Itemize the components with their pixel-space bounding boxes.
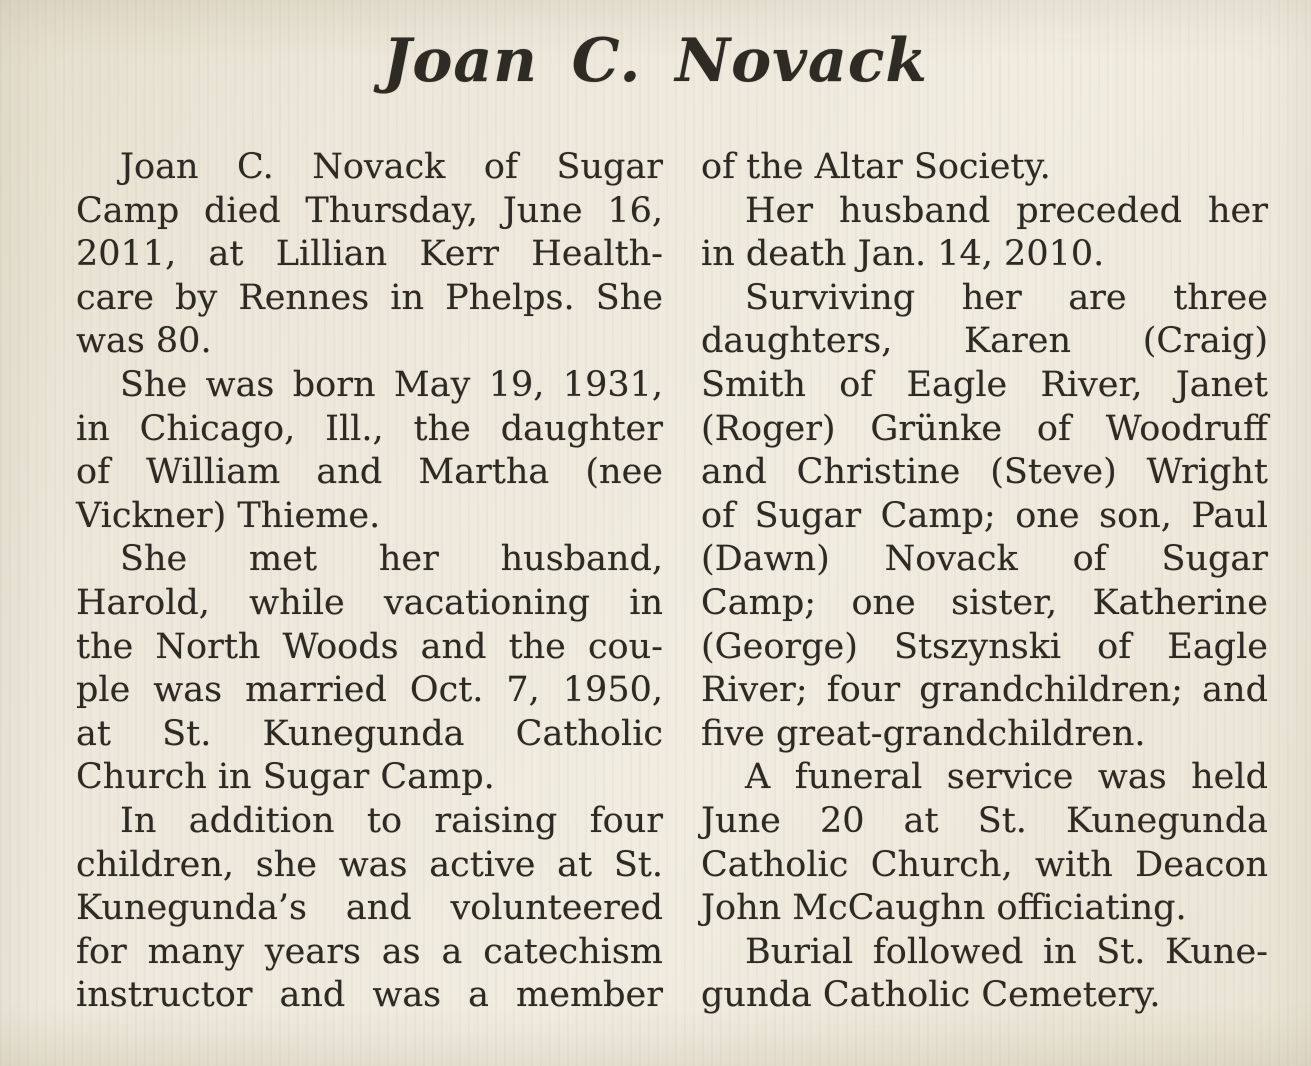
paragraph — [701, 277, 1268, 757]
text-line: Vickner) Thieme. — [76, 495, 381, 536]
text-line: Smith of Eagle River, Janet — [701, 364, 1268, 405]
text-line: Harold, while vacationing in — [76, 582, 663, 623]
text-line: the North Woods and the cou- — [76, 626, 663, 667]
text-line: A funeral service was held — [745, 757, 1268, 798]
paragraph — [701, 146, 1268, 190]
column-left — [76, 146, 663, 1018]
text-line: of William and Martha (nee — [76, 452, 663, 493]
text-line: in Chicago, Ill., the daughter — [76, 408, 663, 449]
text-line: River; four grandchildren; and — [701, 670, 1268, 711]
text-line: Camp; one sister, Katherine — [701, 582, 1268, 623]
text-line: June 20 at St. Kunegunda — [701, 800, 1268, 841]
obituary-title: Joan C. Novack — [383, 26, 928, 96]
paragraph — [701, 190, 1268, 277]
text-line: Her husband preceded her — [745, 190, 1268, 231]
text-line: Surviving her are three — [745, 277, 1268, 318]
text-line: Joan C. Novack of Sugar — [120, 147, 663, 187]
paragraph — [76, 146, 663, 364]
text-line: (Dawn) Novack of Sugar — [701, 539, 1268, 580]
text-line: John McCaughn officiating. — [701, 888, 1187, 929]
text-line: (Roger) Grünke of Woodruff — [701, 408, 1268, 449]
text-line: gunda Catholic Cemetery. — [701, 975, 1161, 1016]
text-line: (George) Stszynski of Eagle — [701, 626, 1268, 667]
paragraph — [701, 931, 1268, 1018]
text-line: In addition to raising four — [120, 800, 663, 841]
text-line: daughters, Karen (Craig) — [701, 321, 1268, 362]
text-line: She was born May 19, 1931, — [120, 364, 663, 405]
text-line: at St. Kunegunda Catholic — [76, 713, 663, 754]
text-line: of Sugar Camp; one son, Paul — [701, 495, 1268, 536]
text-line: 2011, at Lillian Kerr Health- — [76, 234, 663, 275]
paragraph — [76, 538, 663, 800]
text-line: Burial followed in St. Kune- — [745, 931, 1268, 972]
column-right — [701, 146, 1268, 1018]
text-line: instructor and was a member — [76, 975, 663, 1016]
text-line: five great-grandchildren. — [701, 713, 1146, 754]
text-line: for many years as a catechism — [76, 931, 663, 972]
paragraph — [701, 756, 1268, 930]
text-line: Camp died Thursday, June 16, — [76, 190, 663, 231]
text-line: in death Jan. 14, 2010. — [701, 234, 1105, 275]
text-line: children, she was active at St. — [76, 844, 663, 885]
text-line: She met her husband, — [120, 539, 663, 580]
paragraph — [76, 800, 663, 1018]
text-line: and Christine (Steve) Wright — [701, 452, 1268, 493]
text-line: was 80. — [76, 321, 212, 362]
text-line: ple was married Oct. 7, 1950, — [76, 670, 663, 711]
text-line: Catholic Church, with Deacon — [701, 844, 1268, 885]
text-line: Kunegunda’s and volunteered — [76, 888, 663, 929]
text-line: care by Rennes in Phelps. She — [76, 277, 663, 318]
text-line: Church in Sugar Camp. — [76, 757, 495, 798]
paragraph — [76, 364, 663, 538]
text-line: of the Altar Society. — [701, 147, 1051, 187]
